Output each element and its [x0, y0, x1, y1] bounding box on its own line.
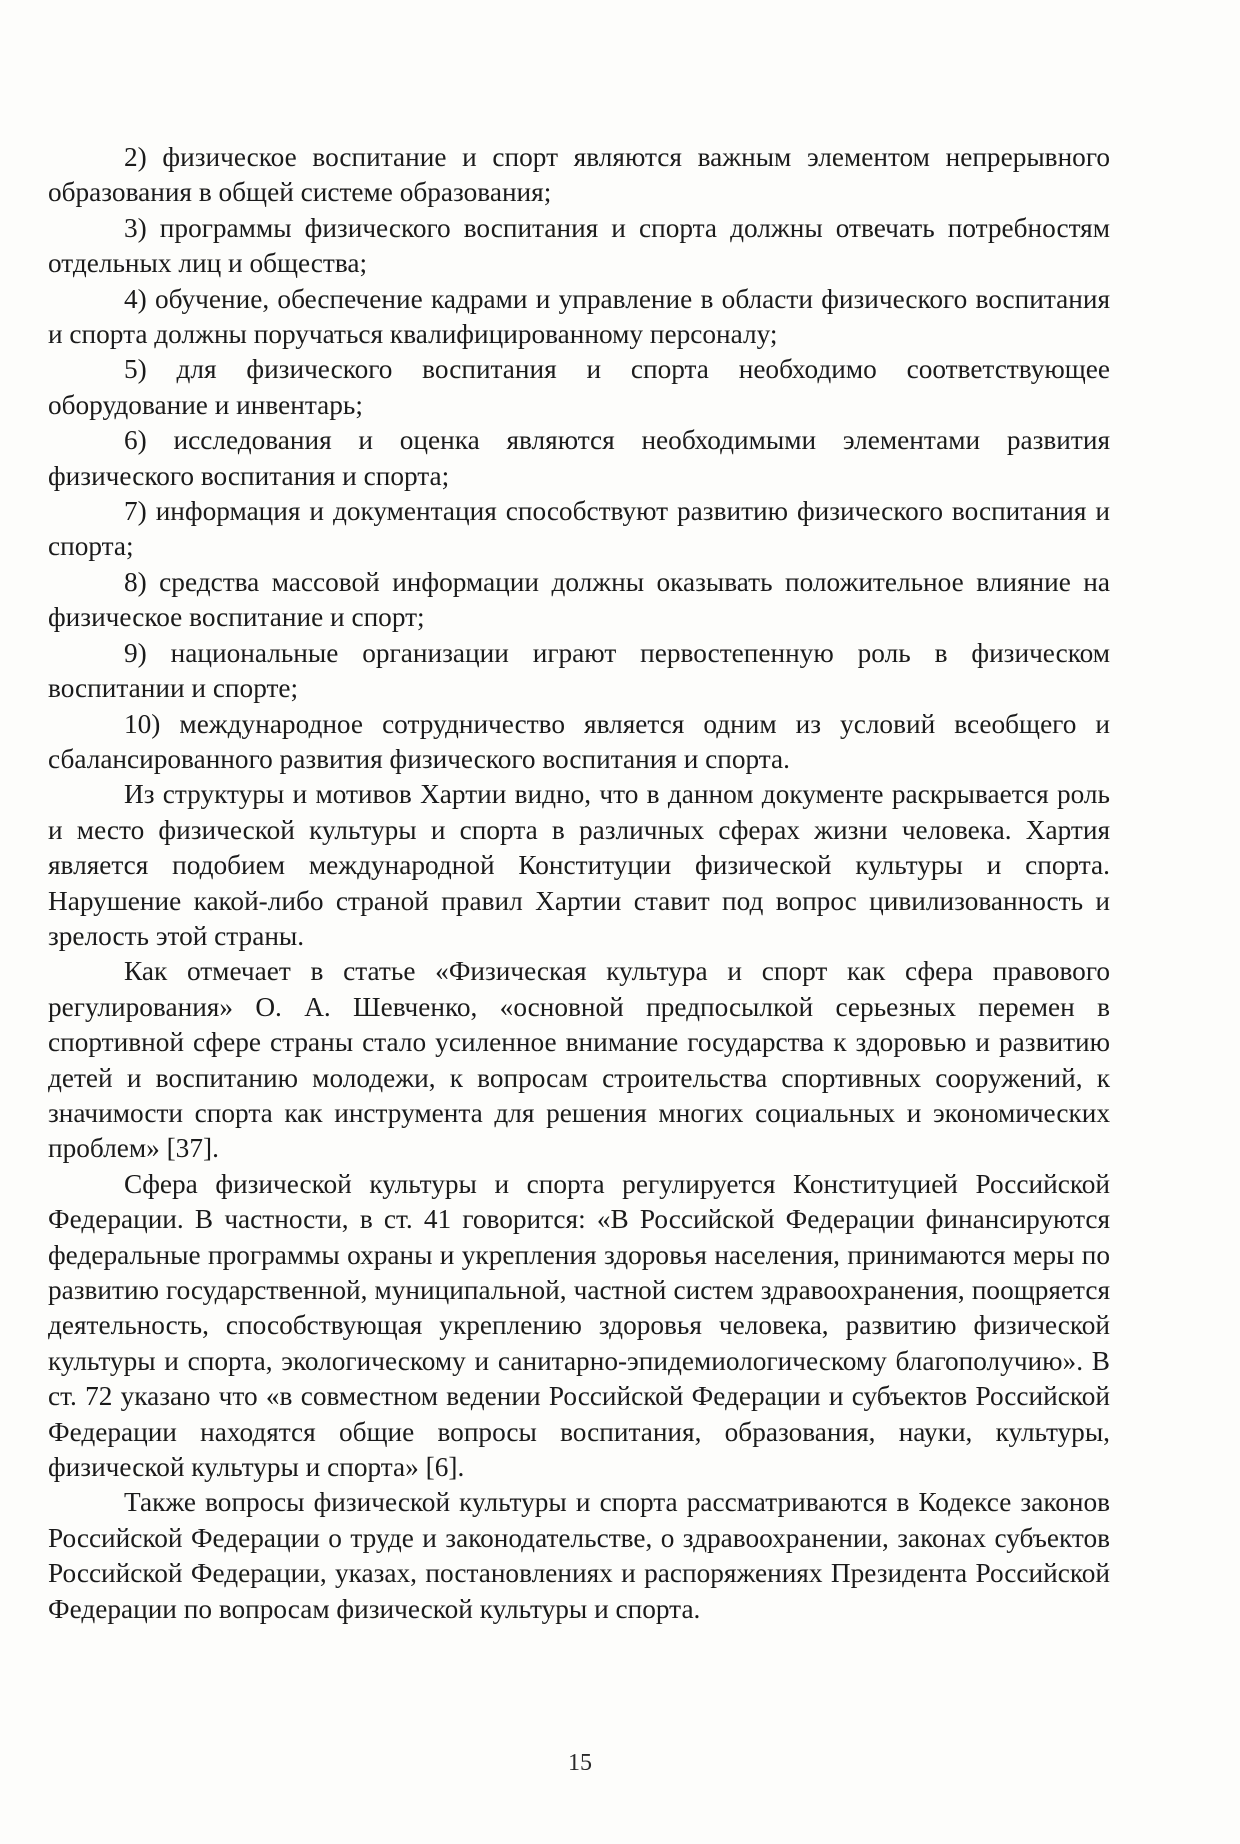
body-text [48, 140, 1110, 1627]
paragraph-item-9: 9) национальные организации играют первостепенную роль в физическом воспитании и спорте; [48, 637, 1110, 704]
paragraph-item-6: 6) исследования и оценка являются необходимыми элементами развития физического воспитания и спорта; [48, 425, 1110, 491]
paragraph-item-4: 4) обучение, обеспечение кадрами и управление в области физического воспитания и спорта должны поручаться квалифицированному персоналу; [48, 283, 1110, 350]
paragraph-item-5: 5) для физического воспитания и спорта необходимо соответствующее оборудование и инвентарь; [48, 354, 1110, 420]
paragraph-codes-and-laws: Также вопросы физической культуры и спорта рассматриваются в Кодексе законов Российской Федерации о труде и законодательстве, о здравоохранении, законах субъектов Российской Федерации, указах, постановлениях и распоряжениях Президента Российской Федерации по вопросам физической культуры и спорта. [48, 1487, 1110, 1624]
paragraph-item-7: 7) информация и документация способствуют развитию физического воспитания и спорта; [48, 496, 1110, 562]
paragraph-item-10: 10) международное сотрудничество является одним из условий всеобщего и сбалансированного развития физического воспитания и спорта. [48, 708, 1110, 774]
paragraph-charter-structure: Из структуры и мотивов Хартии видно, что в данном документе раскрывается роль и место физической культуры и спорта в различных сферах жизни человека. Хартия является подобием международной Конституции физической культуры и спорта. Нарушение какой-либо страной правил Хартии ставит под вопрос цивилизованность и зрелость этой страны. [48, 779, 1110, 951]
paragraph-constitution: Сфера физической культуры и спорта регулируется Конституцией Российской Федерации. В частности, в ст. 41 говорится: «В Российской Федерации финансируются федеральные программы охраны и укрепления здоровья населения, принимаются меры по развитию государственной, муниципальной, частной систем здравоохранения, поощряется деятельность, способствующая укреплению здоровья человека, развитию физической культуры и спорта, экологическому и санитарно-эпидемиологическому благополучию». В ст. 72 указано что «в совместном ведении Российской Федерации и субъектов Российской Федерации находятся общие вопросы воспитания, образования, науки, культуры, физической культуры и спорта» [6]. [48, 1168, 1110, 1483]
paragraph-item-8: 8) средства массовой информации должны оказывать положительное влияние на физическое воспитание и спорт; [48, 566, 1110, 633]
paragraph-item-3: 3) программы физического воспитания и спорта должны отвечать потребностям отдельных лиц и общества; [48, 212, 1110, 279]
paragraph-shevchenko-quote: Как отмечает в статье «Физическая культура и спорт как сфера правового регулирования» О. А. Шевченко, «основной предпосылкой серьезных перемен в спортивной сфере страны стало усиленное внимание государства к здоровью и развитию детей и воспитанию молодежи, к вопросам строительства спортивных сооружений, к значимости спорта как инструмента для решения многих социальных и экономических проблем» [37]. [48, 956, 1110, 1164]
page-number: 15 [568, 1750, 592, 1776]
paragraph-item-2: 2) физическое воспитание и спорт являются важным элементом непрерывного образования в общей системе образования; [48, 142, 1110, 208]
